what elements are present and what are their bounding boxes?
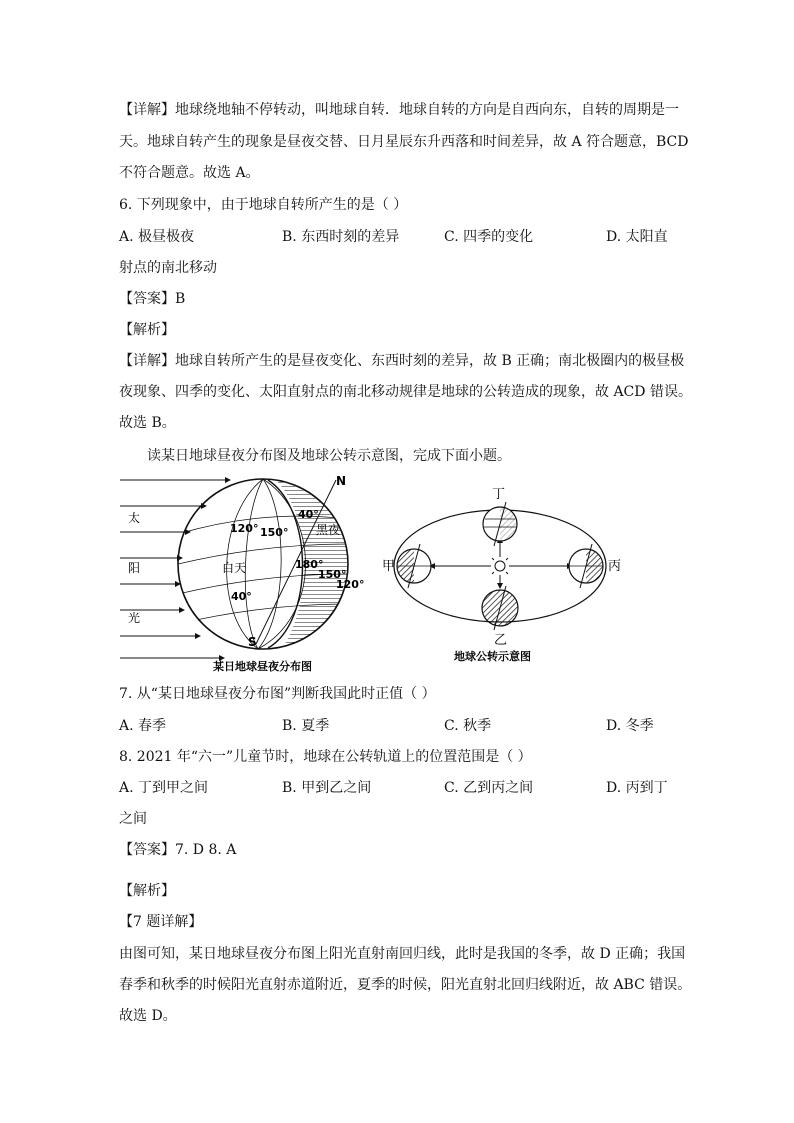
figure-svg bbox=[118, 474, 690, 673]
position-label: 丙 bbox=[608, 559, 622, 574]
night-label: 黑夜 bbox=[316, 523, 341, 537]
q6-detail-line: 故选 B。 bbox=[119, 415, 176, 431]
position-label: 甲 bbox=[382, 559, 396, 574]
orbit-diagram bbox=[394, 502, 606, 630]
q6-detail-line: 夜现象、四季的变化、太阳直射点的南北移动规律是地球的公转造成的现象，故 ACD 错误。 bbox=[119, 384, 692, 400]
position-label: 乙 bbox=[494, 633, 508, 648]
q8-option-d: D. 丙到丁 bbox=[606, 780, 668, 796]
q6-analysis-heading: 【解析】 bbox=[119, 322, 175, 338]
longitude-label: 150° bbox=[318, 568, 347, 581]
q7-detail-line: 春季和秋季的时候阳光直射赤道附近，夏季的时候，阳光直射北回归线附近，故 ABC 错误。 bbox=[119, 977, 692, 993]
longitude-label: 150° bbox=[260, 526, 289, 539]
q6-stem: 6. 下列现象中，由于地球自转所产生的是（ ） bbox=[119, 197, 408, 213]
position-label: 丁 bbox=[492, 487, 506, 502]
q7-option-b: B. 夏季 bbox=[282, 718, 330, 734]
sunlight-label: 阳 bbox=[128, 561, 141, 575]
figure bbox=[118, 474, 690, 673]
q6-option-d-cont: 射点的南北移动 bbox=[119, 260, 217, 276]
q8-option-d-cont: 之间 bbox=[119, 811, 147, 827]
q6-detail-line: 【详解】地球自转所产生的是昼夜变化、东西时刻的差异，故 B 正确；南北极圈内的极昼极 bbox=[119, 353, 685, 369]
longitude-label: 120° bbox=[230, 522, 259, 535]
sun-icon bbox=[488, 554, 512, 578]
group-intro: 读某日地球昼夜分布图及地球公转示意图，完成下面小题。 bbox=[147, 448, 511, 464]
explanation-line: 不符合题意。故选 A。 bbox=[119, 165, 260, 181]
q8-option-b: B. 甲到乙之间 bbox=[282, 780, 372, 796]
q8-option-c: C. 乙到丙之间 bbox=[444, 780, 534, 796]
q8-stem: 8. 2021 年“六一”儿童节时，地球在公转轨道上的位置范围是（ ） bbox=[119, 749, 532, 765]
explanation-line: 【详解】地球绕地轴不停转动，叫地球自转．地球自转的方向是自西向东，自转的周期是一 bbox=[119, 102, 679, 118]
orbit-caption: 地球公转示意图 bbox=[454, 650, 531, 663]
explanation-line: 天。地球自转产生的现象是昼夜交替、日月星辰东升西落和时间差异，故 A 符合题意，BCD bbox=[119, 134, 689, 150]
q7-option-d: D. 冬季 bbox=[606, 718, 654, 734]
q6-option-a: A. 极昼极夜 bbox=[119, 229, 195, 245]
longitude-label: 120° bbox=[336, 578, 365, 591]
q6-option-b: B. 东西时刻的差异 bbox=[282, 229, 400, 245]
q7-option-a: A. 春季 bbox=[119, 718, 167, 734]
q6-answer: 【答案】B bbox=[119, 291, 186, 307]
day-label: 白天 bbox=[222, 561, 247, 575]
latitude-label: 40° bbox=[298, 508, 319, 521]
q7-detail-heading: 【7 题详解】 bbox=[119, 914, 203, 930]
earth-ding bbox=[483, 502, 517, 546]
sunlight-label: 光 bbox=[128, 611, 141, 625]
sunlight-label: 太 bbox=[128, 511, 141, 525]
north-label: N bbox=[336, 474, 347, 488]
q7-detail-line: 由图可知，某日地球昼夜分布图上阳光直射南回归线，此时是我国的冬季，故 D 正确；我国 bbox=[119, 946, 686, 962]
analysis-heading: 【解析】 bbox=[119, 883, 175, 899]
q7-detail-line: 故选 D。 bbox=[119, 1008, 177, 1024]
q7-stem: 7. 从“某日地球昼夜分布图”判断我国此时正值（ ） bbox=[119, 686, 436, 702]
latitude-label: 40° bbox=[231, 590, 252, 603]
q6-option-c: C. 四季的变化 bbox=[444, 229, 534, 245]
q6-option-d: D. 太阳直 bbox=[606, 229, 668, 245]
earth-bing bbox=[569, 544, 603, 588]
q7-option-c: C. 秋季 bbox=[444, 718, 492, 734]
answer-7-8: 【答案】7. D 8. A bbox=[119, 842, 237, 858]
q8-option-a: A. 丁到甲之间 bbox=[119, 780, 209, 796]
south-label: S bbox=[248, 635, 257, 649]
earth-yi bbox=[482, 586, 518, 630]
earth-jia bbox=[397, 544, 431, 588]
longitude-label: 180° bbox=[295, 558, 324, 571]
globe-caption: 某日地球昼夜分布图 bbox=[213, 660, 312, 673]
